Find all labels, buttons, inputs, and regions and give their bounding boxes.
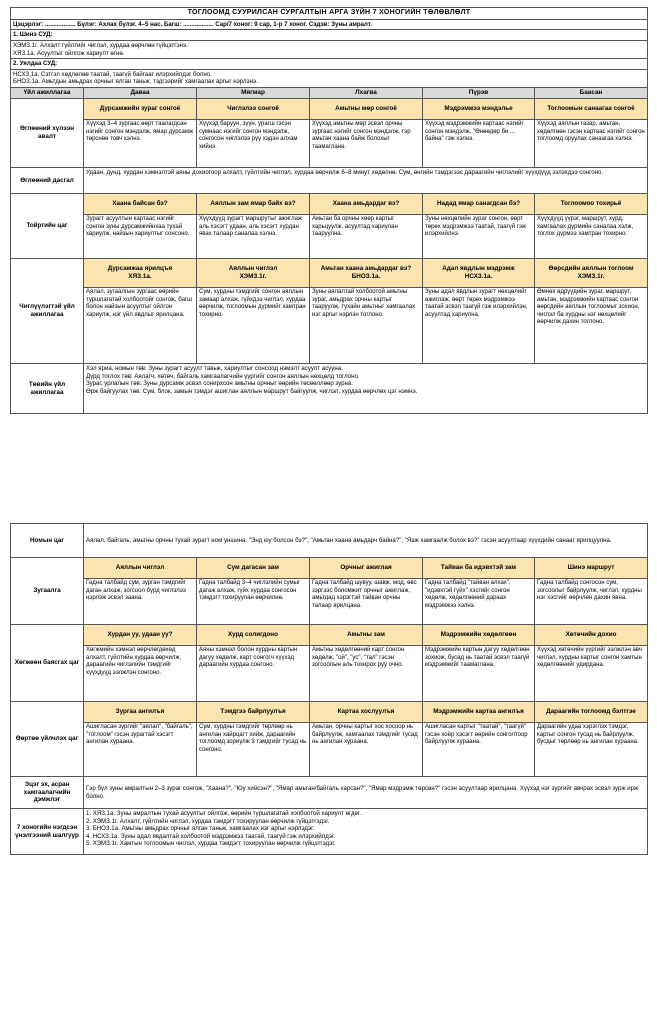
page-2: [10, 523, 647, 855]
page-1: [10, 7, 647, 414]
morning-title: Амьтны мөр сонгоё: [310, 99, 423, 120]
focus-desc: Зуны адал явдлын зурагт нөхцөлийг ажиглаж, өөрт төрөх мэдрэмжээ таатай эсвэл таагүй гэж илэрхийлэн, асуултад хариулна.: [423, 288, 535, 364]
row-label-centers: Төвийн үйл ажиллагаа: [11, 364, 84, 414]
focus-title: Дурсамжаа ярилцъя ХЯЗ.1а.: [84, 259, 197, 288]
walk-title: Сум дагасан зам: [197, 558, 310, 579]
row-label-parents: Эцэг эх, асран хамгаалагчийн дэмжлэг: [11, 777, 84, 809]
header-day-tuesday: Мягмар: [197, 88, 310, 99]
morning-desc: Хүүхэд 3–4 зургаас өөрт таалагдсан нэгийг сонгон мэндэлж, ямар дурсамж төрснөө товч хэлнэ.: [84, 120, 197, 168]
linked-standards-heading: 2. Уялдаа СУД:: [11, 59, 648, 70]
header-day-friday: Баасан: [535, 88, 648, 99]
linked-standards: [11, 69, 648, 87]
exercise-text: Удаан, дунд, хурдан хэмнэлтэй аяны дохиогоор алхалт, гүйлтийн чиглэл, хурдаа өөрчилж 6–8 минут хөдөлнө. Сум, өнгийн тэмдэгээс дараагийн чиглэлийг хүүхдүүд эзлэхдээ сонгоно.: [84, 168, 648, 194]
header-activity: Үйл ажиллагаа: [11, 88, 84, 99]
afternoon-title: Амьтны зам: [310, 625, 423, 646]
circle-desc: Хүүхдүүд үүрэг, маршрут, хурд, хамгаалах дүрмийн саналаа хэлж, тоглох дүрмээ хамтран тохирно.: [535, 215, 648, 259]
plan-meta: Цэцэрлэг: .................. Бүлэг: Ахлах бүлэг. 4–5 нас. Багш: .................. Сар/7 хоног: 9 сар, 1-р 7 хоног. Сэдэв: Зуны амралт.: [11, 19, 648, 30]
focus-title: Аяллын чиглэл ХЭМЗ.1г.: [197, 259, 310, 288]
new-standards-heading: 1. Шинэ СУД:: [11, 30, 648, 41]
header-day-wednesday: Лхагва: [310, 88, 423, 99]
circle-desc: Зурагт асуултын картаас нэгийг сонгон зуны дурсамжийнхаа тухай хариулж, найзын хариултыг сонсоно.: [84, 215, 197, 259]
afternoon-desc: Амьтны хөдөлгөөний карт сонгон хөдөлж, "ой", "ус", "тал" гэсэн зогсоолын аль тохирох руу очно.: [310, 646, 423, 702]
evening-desc: Ашигласан зургийг "аялал", "байгаль", "тоглоом" гэсэн зурагтай хэсэгт ангилан хураана.: [84, 723, 197, 777]
header-day-monday: Даваа: [84, 88, 197, 99]
row-label-walk: Зугаалга: [11, 558, 84, 625]
morning-desc: Хүүхэд аяллын газар, амьтан, хөдөлгөөн гэсэн картаас нэгийг сонгон тоглоомд оруулах санаагаа хэлнэ.: [535, 120, 648, 168]
evening-title: Тэмдгээ байрлуулъя: [197, 702, 310, 723]
afternoon-title: Мэдрэмжийн хөдөлгөөн: [423, 625, 535, 646]
parents-text: Гэр бүл зуны амралтын 2–3 зураг сонгож, "Хаана?", "Юу хийсэн?", "Ямар амьтан/байгаль харсан?", "Ямар мэдрэмж төрсөн?" гэсэн асуултаар ярилцана. Хүүхэд нэг зургийг авчрах эсвэл зурж ирж болно.: [84, 777, 648, 809]
new-standard-line: ХЯЗ.1а. Асуултыг ойлгож хариулт өгнө.: [13, 49, 125, 57]
evening-desc: Амьтан, орчны картыг хос хосоор нь байрлуулж, хамгаалах тэмдгийг тусад нь ангилан хураана.: [310, 723, 423, 777]
focus-desc: Өмнөх өдрүүдийн зураг, маршрут, амьтан, мэдрэмжийн картаас сонгон өөрсдийн аяллын тоглоомыг зохион, чиглэл ба хурдны нэг нөхцөлийг өөрчилж дахин тоглоно.: [535, 288, 648, 364]
morning-title: Тоглоомын санаагаа сонгоё: [535, 99, 648, 120]
new-standard-line: ХЭМЗ.1г. Алхалт гүйлтийг чиглэл, хурдаа өөрчлөн гүйцэтгэнэ.: [13, 41, 188, 49]
evening-desc: Сум, хурдны тэмдгийг төрлөөр нь ангилан хайрцагт хийж, дараагийн тоглоомд зориулж 3 тэмдгийг тусад нь сонгоно.: [197, 723, 310, 777]
walk-desc: Гадна талбайд сонгосон сум, зогсоолыг байрлуулж, чиглэл, хурдны нэг хэсгийг өөрчлөн дахин явна.: [535, 579, 648, 625]
linked-standard-line: НСХЗ.1а. Сэтгэл хөдлөлөө таатай, таагүй байгааг илэрхийлдэг болно.: [13, 70, 212, 78]
focus-title: Амьтан хаана амьдардаг вэ? БНОЗ.1а.: [310, 259, 423, 288]
focus-title: Өөрсдийн аяллын тоглоом ХЭМЗ.1г.: [535, 259, 648, 288]
walk-desc: Гадна талбайд "тайван алхах", "идэвхтэй гүйх" хэсгийг сонгон хөдөлж, хөдөлгөөний дараах мэдрэмжээ хэлнэ.: [423, 579, 535, 625]
afternoon-desc: Хөгжмийн хэмнэл өөрчлөгдөхөд алхалт, гүйлтийн хурдаа өөрчилж, дараагийн чиглэлийн тэмдгийг хүүхдүүд ээлжлэн сонгоно.: [84, 646, 197, 702]
centers-text: [84, 364, 648, 414]
row-label-summary: 7 хоногийн нэгдсэн үнэлгээний шалгуур: [11, 809, 84, 855]
plan-table-page-2: [10, 523, 648, 855]
linked-standard-line: БНОЗ.1а. Амьтдын амьдрах орчныг ялган таньж, тэдгээрийг хамгаалах аргыг нэрлэнэ.: [13, 78, 258, 86]
afternoon-title: Хурд солигдоно: [197, 625, 310, 646]
afternoon-title: Хурдан уу, удаан уу?: [84, 625, 197, 646]
walk-desc: Гадна талбайд шувуу, шавж, мод, өвс зэргээс боломжит орчныг ажиглаж, амьтдад хэрэгтэй тайван орчны талаар ярилцана.: [310, 579, 423, 625]
afternoon-desc: Хүүхэд хөтөчийн үүргийг ээлжлэн авч чиглэл, хурдны картыг сонгон хамтын хөдөлгөөнийг удирдана.: [535, 646, 648, 702]
center-line: Зураг, урлалын төв: Зуны дурсамж эсвэл сонирхсон амьтны орчныг өөрийн төсөөллөөр зурна.: [86, 380, 353, 388]
row-label-focus: Чиглүүлэгтэй үйл ажиллагаа: [11, 259, 84, 364]
row-label-evening: Өөртөө үйлчлэх цаг: [11, 702, 84, 777]
plan-title: ТОГЛООМД СУУРИЛСАН СУРГАЛТЫН АРГА ЗҮЙН 7 ХОНОГИЙН ТӨЛӨВЛӨЛТ: [11, 8, 648, 20]
evening-desc: Ашигласан картыг "таатай", "таагүй" гэсэн хоёр хэсэгт өөрийн сонголтоор байрлуулж хураана.: [423, 723, 535, 777]
afternoon-desc: Аяны хэмнэл болон хурдны картын дагуу хөдөлж, карт сонгогч хүүхэд дараагийн хурдаа сонгоно.: [197, 646, 310, 702]
circle-desc: Хүүхдүүд зурагт маршрутыг ажиглаж аль хэсэгт удаан, аль хэсэгт хурдан явах талаар саналаа хэлнэ.: [197, 215, 310, 259]
morning-title: Дурсамжийн зураг сонгоё: [84, 99, 197, 120]
row-label-circle: Тойргийн цаг: [11, 194, 84, 259]
summary-line: 5. ХЭМЗ.1г. Хамтын тоглоомын чиглэл, хурдаа тэмдэгт тохируулан өөрчилж гүйцэтгэдэг.: [86, 840, 336, 848]
new-standards: [11, 40, 648, 58]
evening-title: Зургаа ангилъя: [84, 702, 197, 723]
circle-title: Аяллын зам ямар байх вэ?: [197, 194, 310, 215]
circle-title: Надад ямар санагдсан бэ?: [423, 194, 535, 215]
evening-desc: Дараагийн удаа хэрэглэх тэмдэг, картыг сонгон тусад нь байрлуулж, бусдыг төрлөөр нь ангилан хураана.: [535, 723, 648, 777]
evening-title: Картаа хослуулъя: [310, 702, 423, 723]
row-label-morning: Өглөөний хүлээн авалт: [11, 99, 84, 168]
row-label-exercise: Өглөөний дасгал: [11, 168, 84, 194]
circle-title: Хаана байсан бэ?: [84, 194, 197, 215]
circle-title: Тоглоомоо тохирьё: [535, 194, 648, 215]
afternoon-desc: Мэдрэмжийн картын дагуу хөдөлгөөн зохиож, бусад нь таатай эсвэл таагүй мэдрэмжийг таамаглана.: [423, 646, 535, 702]
focus-desc: Сум, хурдны тэмдгийг сонгон аяллын замаар алхаж, гүйхдээ чиглэл, хурдаа өөрчилж, тоглоомын дүрмийг хамтран тохирно.: [197, 288, 310, 364]
focus-desc: Аялал, зугаалгын зургаас өөрийн туршлагатай холбоотойг сонгож, багш болон найзын асуултыг ойлгон хариулж, нэг үйл явдлыг ярилцана.: [84, 288, 197, 364]
morning-desc: Хүүхэд баруун, зүүн, урагш гэсэн сумнаас нэгийг сонгон мэндэлж, сонгосон чиглэлээ рүү хэдэн алхам хийнэ.: [197, 120, 310, 168]
summary-line: 3. БНОЗ.1а. Амьтны амьдрах орчныг ялган таньж, хамгаалах нэг аргыг нэрлэдэг.: [86, 825, 315, 833]
walk-title: Аяллын чиглэл: [84, 558, 197, 579]
summary-line: 2. ХЭМЗ.1г. Алхалт, гүйлтийн чиглэл, хурдаа тэмдэгт тохируулан өөрчилж гүйцэтгэдэг.: [86, 817, 330, 825]
walk-title: Шинэ маршрут: [535, 558, 648, 579]
center-line: Хэл яриа, номын төв: Зуны зурагт асуулт тавьж, хариултыг сонсоод нэмэлт асуулт асууна.: [86, 365, 343, 373]
row-label-book: Номын цаг: [11, 524, 84, 558]
summary-text: [84, 809, 648, 855]
afternoon-title: Хөтөчийн дохио: [535, 625, 648, 646]
evening-title: Мэдрэмжийн картаа ангилъя: [423, 702, 535, 723]
focus-desc: Зуны аялалтай холбоотой амьтны зураг, амьдрах орчны картыг тааруулж, тухайн амьтныг хамгаалах нэг аргыг нэрлэн тоглоно.: [310, 288, 423, 364]
evening-title: Дараагийн тоглоомд бэлтгэе: [535, 702, 648, 723]
center-line: Өрж байгуулах төв: Сум, блок, замын тэмдэг ашиглан аяллын маршрут байгуулж, чиглэл, хурдаа өөрчлөх цэг нэмнэ.: [86, 387, 418, 395]
header-day-thursday: Пүрэв: [423, 88, 535, 99]
book-text: Аялал, байгаль, амьтны орчны тухай зурагт ном уншина. "Энд юу болсон бэ?", "Амьтан хаана амьдарч байна?", "Яаж хамгаалж болох вэ?" гэсэн асуултаар хүүхдийн санааг ярилцуулна.: [84, 524, 648, 558]
walk-desc: Гадна талбайд сум, зурган тэмдгийг даган алхаж, зогсоол бүрд чиглэлээ нэрлэж эсвэл заана.: [84, 579, 197, 625]
morning-desc: Хүүхэд мэдрэмжийн картаас нэгийг сонгон мэндэлж, "Өнөөдөр би ... байна" гэж хэлнэ.: [423, 120, 535, 168]
walk-title: Тайван ба идэвхтэй зам: [423, 558, 535, 579]
summary-line: 1. ХЯЗ.1а. Зуны амралтын тухай асуултыг ойлгож, өөрийн туршлагатай холбоотой хариулт өгдөг.: [86, 810, 362, 817]
walk-desc: Гадна талбайд 3–4 чиглэлийн сумыг дагаж алхаж, гүйх хурдаа сонгосон тэмдэгт тохируулан өөрчилнө.: [197, 579, 310, 625]
center-line: Дүрд тоглох төв: Аялагч, хөтөч, байгаль хамгаалагчийн үүргийг сонгон аяллын нөхцөлд тоглоно.: [86, 372, 360, 380]
circle-title: Хаана амьдардаг вэ?: [310, 194, 423, 215]
summary-line: 4. НСХЗ.1а. Зуны адал явдалтай холбоотой мэдрэмжээ таатай, таагүй гэж илэрхийлдэг.: [86, 832, 336, 840]
morning-title: Мэдрэмжээ мэндэлье: [423, 99, 535, 120]
plan-table-page-1: [10, 7, 648, 414]
morning-title: Чиглэлээ сонгоё: [197, 99, 310, 120]
circle-desc: Зуны нөхцөлийн зураг сонгон, өөрт төрөх мэдрэмжээ таатай, таагүй гэж илэрхийлнэ.: [423, 215, 535, 259]
walk-title: Орчныг ажиглая: [310, 558, 423, 579]
circle-desc: Амьтан ба орчны хөөр картыг харьцуулж, асуултад хариулан тааруулна.: [310, 215, 423, 259]
morning-desc: Хүүхэд амьтны мөр эсвэл орчны зургаас нэгийг сонгон мэндэлж, тэр амьтан хаана байж болохыг таамаглана.: [310, 120, 423, 168]
row-label-afternoon: Хөгжөөн баясгах цаг: [11, 625, 84, 702]
focus-title: Адал явдлын мэдрэмж НСХЗ.1а.: [423, 259, 535, 288]
